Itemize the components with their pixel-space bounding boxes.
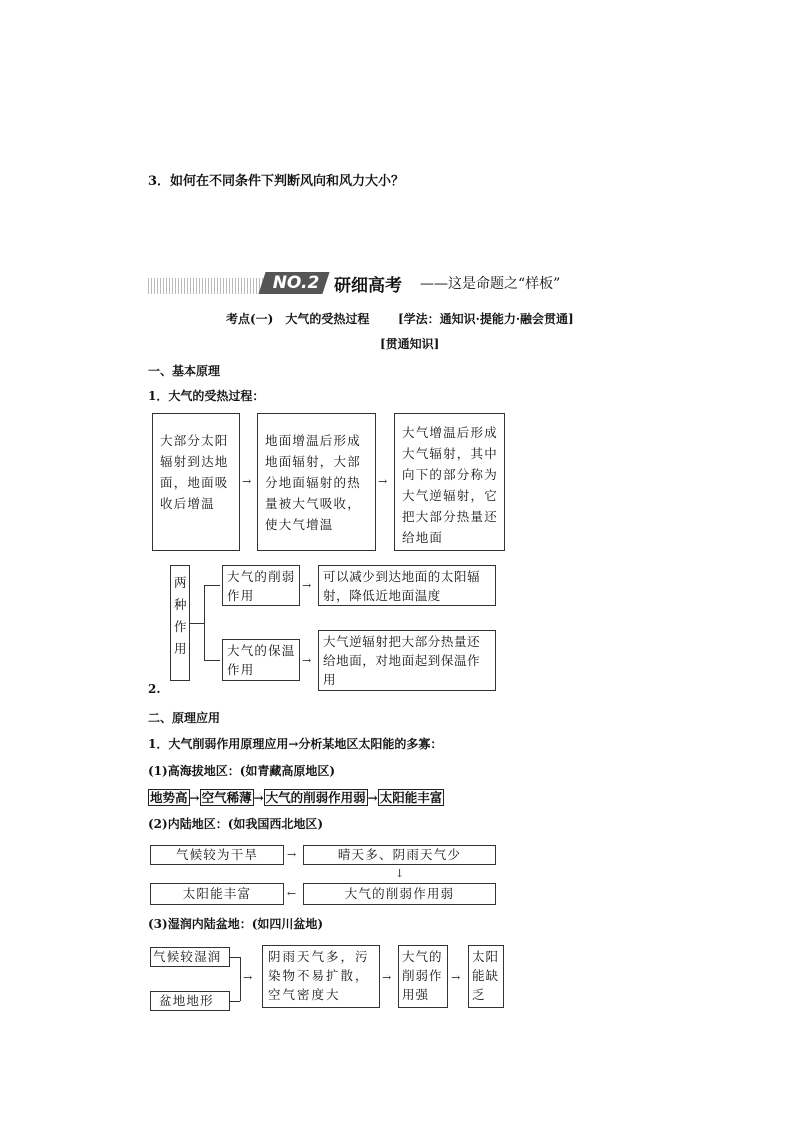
two-roles-label-box: 两种作用 [170, 565, 190, 681]
arrow-right-icon: → [287, 848, 297, 861]
case2-box-sunny: 晴天多、阴雨天气少 [303, 845, 496, 865]
arrow-right-icon: → [302, 579, 312, 592]
case2-box-solar-rich: 太阳能丰富 [150, 883, 284, 905]
banner-subtitle: ——这是命题之“样板” [420, 276, 561, 292]
chain-arrow-icon: → [189, 791, 200, 805]
case3-box-strong: 大气的削弱作用强 [398, 945, 448, 1008]
case3-title: (3)湿润内陆盆地：(如四川盆地) [148, 917, 324, 931]
role-box-insulation: 大气的保温作用 [222, 639, 300, 681]
chain-item: 太阳能丰富 [379, 790, 443, 805]
section2-heading: 二、原理应用 [148, 711, 221, 725]
case2-box-weak: 大气的削弱作用弱 [303, 883, 496, 905]
arrow-right-icon: → [382, 971, 392, 984]
chain-item: 大气的削弱作用弱 [265, 790, 366, 805]
arrow-right-icon: → [451, 971, 461, 984]
arrow-right-icon: → [378, 475, 388, 488]
section2-item1: 1．大气削弱作用原理应用→分析某地区太阳能的多寡： [148, 737, 443, 751]
arrow-down-icon: ↓ [395, 867, 405, 880]
role-effect-weakening: 可以减少到达地面的太阳辐射，降低近地面温度 [318, 565, 496, 606]
case2-box-arid: 气候较为干旱 [150, 845, 284, 865]
case3-box-humid: 气候较湿润 [150, 947, 230, 967]
kaodian-title: 考点(一) 大气的受热过程 [226, 312, 370, 326]
role-box-weakening: 大气的削弱作用 [222, 565, 300, 606]
chain-item: 空气稀薄 [201, 790, 252, 805]
flow-box-solar: 大部分太阳辐射到达地面，地面吸收后增温 [152, 413, 240, 551]
case1-title: (1)高海拔地区：(如青藏高原地区) [148, 764, 336, 778]
case3-box-rainy: 阴雨天气多，污染物不易扩散，空气密度大 [262, 945, 380, 1008]
case3-box-lacking: 太阳能缺乏 [468, 945, 504, 1008]
flow-box-ground: 地面增温后形成地面辐射，大部分地面辐射的热量被大气吸收，使大气增温 [257, 413, 376, 551]
bracket-vertical [204, 585, 205, 661]
chain-arrow-icon: → [253, 791, 264, 805]
section1-item2: 2. [148, 682, 161, 696]
merge-line-vertical [240, 957, 241, 1001]
chain-item: 地势高 [150, 790, 188, 805]
banner-dotted-band [148, 278, 268, 294]
bracket-top [204, 585, 220, 586]
guantong-label: [贯通知识] [380, 337, 440, 351]
case2-title: (2)内陆地区：(如我国西北地区) [148, 817, 324, 831]
kaodian-method: [学法：通知识·提能力·融会贯通] [398, 312, 574, 326]
role-effect-insulation: 大气逆辐射把大部分热量还给地面，对地面起到保温作用 [318, 630, 496, 691]
case3-box-basin: 盆地地形 [150, 991, 230, 1011]
merge-line-bottom [230, 1001, 240, 1002]
section1-item1: 1．大气的受热过程： [148, 389, 265, 403]
arrow-right-icon: → [302, 654, 312, 667]
bracket-bottom [204, 660, 220, 661]
bracket-stem [190, 623, 204, 624]
arrow-left-icon: ← [287, 887, 297, 900]
merge-line-top [230, 957, 240, 958]
banner-badge: NO.2 [272, 273, 320, 293]
case1-chain [148, 787, 444, 806]
flow-box-atmosphere: 大气增温后形成大气辐射，其中向下的部分称为大气逆辐射，它把大部分热量还给地面 [394, 413, 505, 551]
chain-arrow-icon: → [367, 791, 378, 805]
arrow-right-icon: → [243, 971, 253, 984]
arrow-right-icon: → [242, 475, 252, 488]
banner-title: 研细高考 [334, 276, 402, 296]
section1-heading: 一、基本原理 [148, 364, 221, 378]
question-3: 3．如何在不同条件下判断风向和风力大小？ [148, 174, 405, 189]
